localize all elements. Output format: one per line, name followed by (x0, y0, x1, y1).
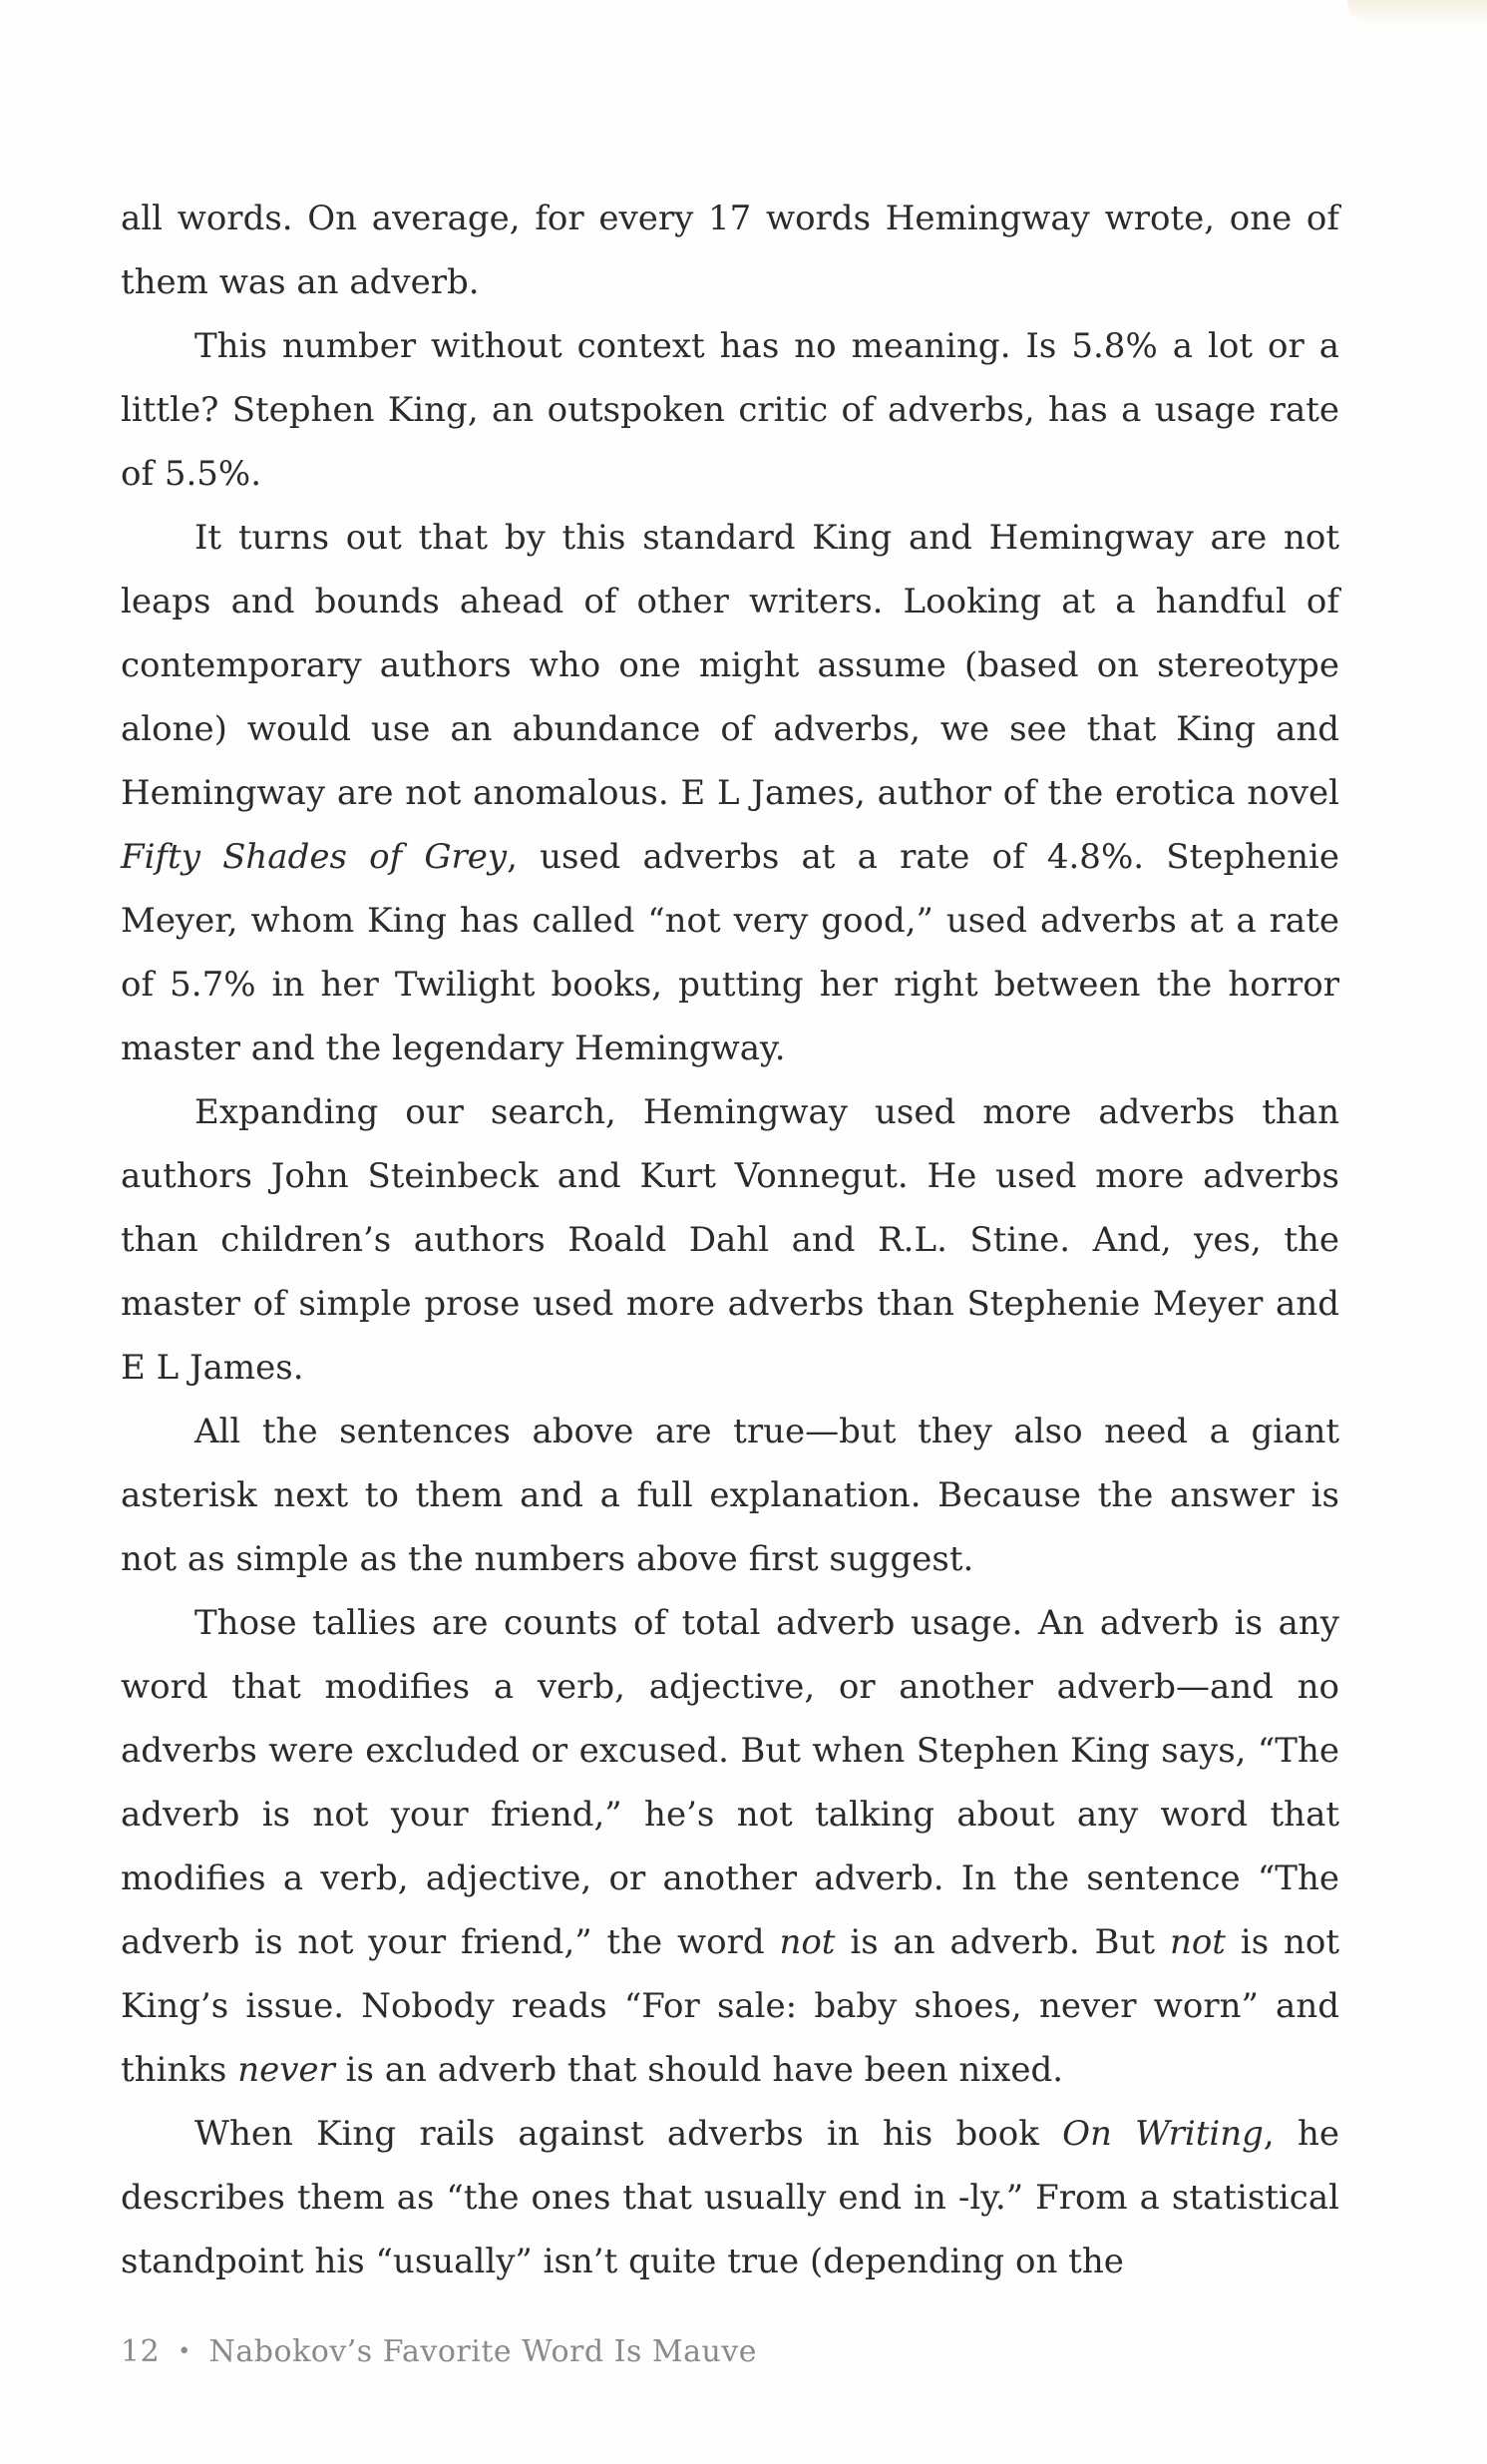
page-number: 12 (121, 2334, 161, 2369)
book-title-fifty-shades: Fifty Shades of Grey (121, 837, 508, 877)
paragraph-3 (121, 506, 1339, 1080)
italic-word-not-2: not (1169, 1922, 1226, 1962)
italic-word-never: never (237, 2050, 335, 2090)
body-text (121, 187, 1339, 2293)
paragraph-6 (121, 1591, 1339, 2102)
running-title: Nabokov’s Favorite Word Is Mauve (208, 2334, 758, 2369)
footer-separator: • (178, 2339, 191, 2364)
paragraph-7 (121, 2102, 1339, 2293)
paragraph-1: all words. On average, for every 17 words Hemingway wrote, one of them was an adverb. (121, 199, 1339, 302)
paragraph-6-text-a: Those tallies are counts of total adverb usage. An adverb is any word that modifies a verb, adjective, or another adverb—and no adverbs were excluded or excused. But when Stephen King says, “The adverb is not your friend,” he’s not talking about any word that modifies a verb, adjective, or another adverb. In the sentence “The adverb is not your friend,” the word (121, 1603, 1339, 1962)
paragraph-2: This number without context has no meaning. Is 5.8% a lot or a little? Stephen King, an outspoken critic of adverbs, has a usage rate of 5.5%. (121, 326, 1339, 494)
paragraph-3-text-b: , used adverbs at a rate of 4.8%. Stephenie Meyer, whom King has called “not very good,” used adverbs at a rate of 5.7% in her Twilight books, putting her right between the horror master and the legendary Hemingway. (121, 837, 1339, 1068)
paragraph-6-text-d: is an adverb that should have been nixed. (334, 2050, 1064, 2090)
paragraph-7-text-a: When King rails against adverbs in his book (194, 2114, 1063, 2154)
book-title-on-writing: On Writing (1062, 2114, 1264, 2154)
page-footer (121, 2334, 757, 2369)
paragraph-3-text-a: It turns out that by this standard King and Hemingway are not leaps and bounds ahead of other writers. Looking at a handful of contemporary authors who one might assume (based on stereotype alone) would use an abundance of adverbs, we see that King and Hemingway are not anomalous. E L James, author of the erotica novel (121, 518, 1339, 813)
paragraph-6-text-b: is an adverb. But (835, 1922, 1170, 1962)
paragraph-7-text-b: , he describes them as “the ones that usually end in -ly.” From a statistical standpoint his “usually” isn’t quite true (depending on the (121, 2114, 1340, 2281)
paragraph-6-text-c: is not King’s issue. Nobody reads “For sale: baby shoes, never worn” and thinks (121, 1922, 1340, 2090)
paragraph-5: All the sentences above are true—but they also need a giant asterisk next to them and a full explanation. Because the answer is not as simple as the numbers above first suggest. (121, 1412, 1339, 1579)
page-corner-shadow (1347, 0, 1487, 26)
italic-word-not-1: not (779, 1922, 836, 1962)
paragraph-4: Expanding our search, Hemingway used more adverbs than authors John Steinbeck and Kurt Vonnegut. He used more adverbs than children’s authors Roald Dahl and R.L. Stine. And, yes, the master of simple prose used more adverbs than Stephenie Meyer and E L James. (121, 1092, 1339, 1388)
